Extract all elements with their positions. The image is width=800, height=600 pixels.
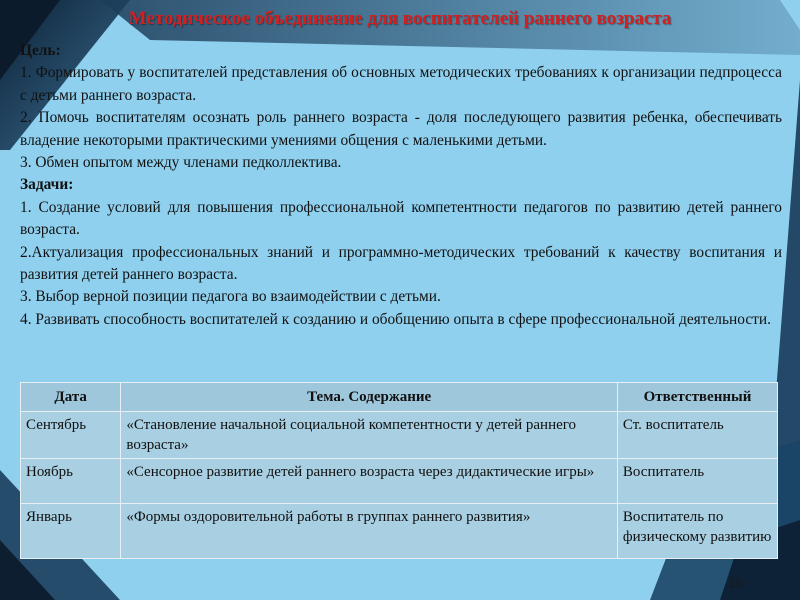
cell-date: Январь: [21, 504, 121, 559]
table-row: [21, 412, 778, 459]
schedule-table: [20, 382, 778, 559]
cell-topic: «Сенсорное развитие детей раннего возраста через дидактические игры»: [121, 459, 618, 504]
table-row: [21, 459, 778, 504]
task-item-3: 3. Выбор верной позиции педагога во взаимодействии с детьми.: [20, 288, 441, 306]
cell-date: Сентябрь: [21, 412, 121, 459]
goal-item-3: 3. Обмен опытом между членами педколлектива.: [20, 154, 342, 172]
cell-topic: «Становление начальной социальной компетентности у детей раннего возраста»: [121, 412, 618, 459]
header-topic: Тема. Содержание: [121, 383, 618, 412]
table-header-row: [21, 383, 778, 412]
goal-item-1: 1. Формировать у воспитателей представления об основных методических требованиях к организации педпроцесса с детьми раннего возраста.: [20, 64, 782, 104]
table-row: [21, 504, 778, 559]
header-date: Дата: [21, 383, 121, 412]
task-item-1: 1. Создание условий для повышения профессиональной компетентности педагогов по развитию детей раннего возраста.: [20, 198, 782, 239]
cell-responsible: Воспитатель: [617, 459, 777, 504]
task-item-4: 4. Развивать способность воспитателей к созданию и обобщению опыта в сфере профессиональной деятельности.: [20, 310, 771, 328]
cell-responsible: Воспитатель по физическому развитию: [617, 504, 777, 559]
slide-title: Методическое объединение для воспитателей раннего возраста: [128, 8, 672, 29]
page-number: 16: [728, 574, 744, 590]
slide-body: [20, 40, 782, 331]
tasks-heading: Задачи:: [20, 176, 74, 194]
task-item-2: 2.Актуализация профессиональных знаний и программно-методических требований к качеству воспитания и развития детей раннего возраста.: [20, 243, 782, 284]
goals-heading: Цель:: [20, 42, 61, 59]
header-responsible: Ответственный: [617, 383, 777, 412]
cell-date: Ноябрь: [21, 459, 121, 504]
goal-item-2: 2. Помочь воспитателям осознать роль раннего возраста - доля последующего развития ребенка, обеспечивать владение некоторыми практическими умениями общения с маленькими детьми.: [20, 109, 782, 149]
cell-responsible: Ст. воспитатель: [617, 412, 777, 459]
cell-topic: «Формы оздоровительной работы в группах раннего развития»: [121, 504, 618, 559]
